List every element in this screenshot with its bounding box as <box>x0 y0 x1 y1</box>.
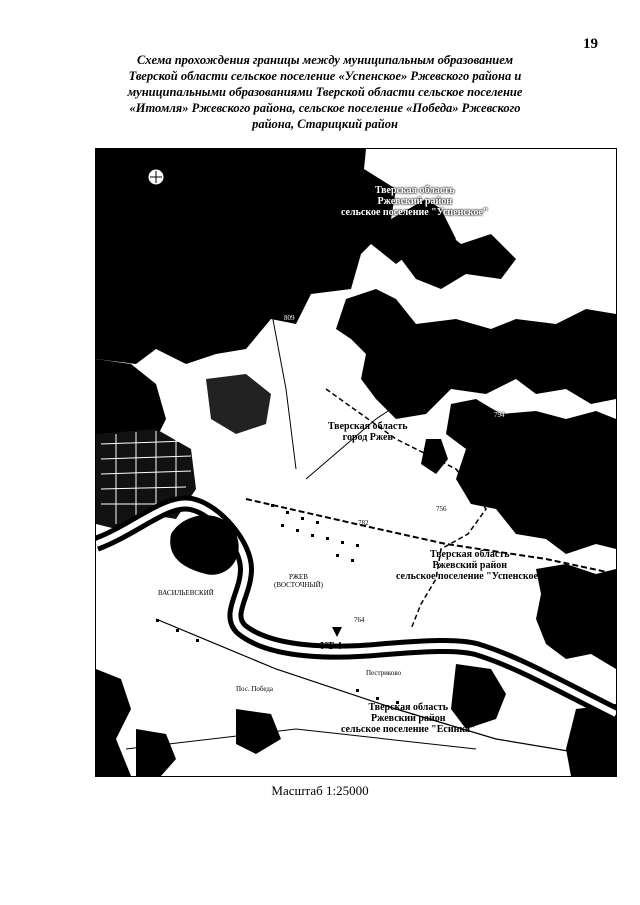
forest-area-north-center <box>396 219 516 289</box>
forest-area-east-small <box>421 439 448 474</box>
label-uspenskoe-north: Тверская область Ржевский район сельское поселение "Успенское" <box>341 185 489 218</box>
label-uspenskoe-east: Тверская область Ржевский район сельское поселение "Успенское" <box>396 549 544 582</box>
title-line: района, Старицкий район <box>252 117 398 131</box>
label-ut4: УТ 4 <box>320 641 342 652</box>
boundary-map <box>95 148 617 777</box>
title-line: Тверской области сельское поселение «Успенское» Ржевского района и <box>128 69 522 83</box>
forest-area-east <box>446 399 616 554</box>
label-esinka: Тверская область Ржевский район сельское поселение "Есинка" <box>341 702 476 735</box>
forest-area-southwest <box>96 669 131 776</box>
map-scale: Масштаб 1:25000 <box>271 783 369 798</box>
title-line: Схема прохождения границы между муниципальным образованием <box>136 53 514 67</box>
title-line: «Итомля» Ржевского района, сельское поселение «Победа» Ржевского <box>129 101 521 115</box>
forest-area-southeast <box>536 564 616 669</box>
urban-area-center <box>206 374 271 434</box>
title-line: муниципальными образованиями Тверской области сельское поселение <box>127 85 523 99</box>
page-number: 19 <box>583 36 598 52</box>
marker-794: 794 <box>494 411 505 419</box>
marker-756: 756 <box>436 505 447 513</box>
marker-809: 809 <box>284 314 295 322</box>
marker-782: 782 <box>358 519 369 527</box>
label-rzhev-city: Тверская область город Ржев <box>328 421 408 443</box>
marker-764: 764 <box>354 616 365 624</box>
road-north <box>271 309 296 469</box>
label-village-small: Пестриково <box>366 669 402 677</box>
label-vasilevsky: ВАСИЛЬЕВСКИЙ <box>158 589 214 597</box>
river-loop <box>170 515 238 575</box>
label-rzhev-station: РЖЕВ (ВОСТОЧНЫЙ) <box>274 573 323 589</box>
forest-area-south <box>136 729 176 776</box>
document-title <box>90 52 560 132</box>
ut4-triangle <box>332 627 342 637</box>
label-pobeda-village: Пос. Победа <box>236 685 274 693</box>
map-graphic <box>96 149 616 776</box>
